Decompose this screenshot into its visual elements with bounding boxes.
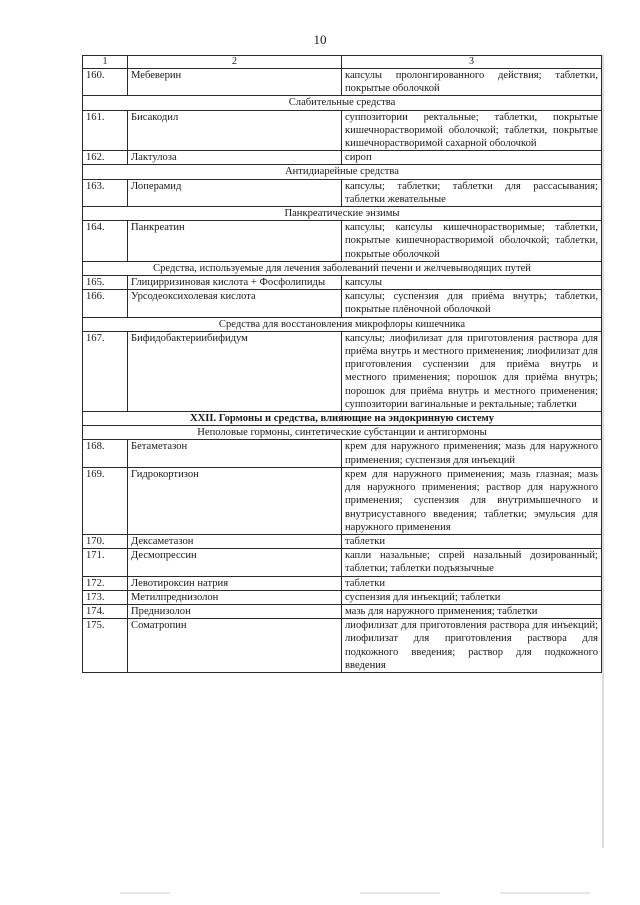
table-row xyxy=(83,534,602,548)
section-header-row xyxy=(83,412,602,426)
dosage-forms: капсулы пролонгированного действия; таблетки, покрытые оболочкой xyxy=(342,69,602,96)
row-number: 165. xyxy=(83,276,128,290)
table-row xyxy=(83,590,602,604)
category-row xyxy=(83,426,602,440)
category-title: Панкреатические энзимы xyxy=(83,207,602,221)
column-header: 3 xyxy=(342,56,602,69)
table-row xyxy=(83,151,602,165)
category-title: Антидиарейные средства xyxy=(83,165,602,179)
row-number: 168. xyxy=(83,440,128,467)
table-row xyxy=(83,179,602,206)
dosage-forms: сироп xyxy=(342,151,602,165)
dosage-forms: суппозитории ректальные; таблетки, покрытые кишечнорастворимой оболочкой; таблетки, покрытые кишечнорастворимой сахарной оболочкой xyxy=(342,110,602,151)
drug-name: Бетаметазон xyxy=(128,440,342,467)
row-number: 170. xyxy=(83,534,128,548)
drug-name: Бифидобактериибифидум xyxy=(128,331,342,411)
drug-name: Панкреатин xyxy=(128,221,342,262)
drug-name: Соматропин xyxy=(128,619,342,673)
dosage-forms: суспензия для инъекций; таблетки xyxy=(342,590,602,604)
category-row xyxy=(83,261,602,275)
drug-name: Левотироксин натрия xyxy=(128,576,342,590)
row-number: 163. xyxy=(83,179,128,206)
table-row xyxy=(83,440,602,467)
table-row xyxy=(83,290,602,317)
table-header-row xyxy=(83,56,602,69)
row-number: 161. xyxy=(83,110,128,151)
table-row xyxy=(83,331,602,411)
table-row xyxy=(83,276,602,290)
row-number: 166. xyxy=(83,290,128,317)
category-row xyxy=(83,207,602,221)
category-row xyxy=(83,165,602,179)
dosage-forms: мазь для наружного применения; таблетки xyxy=(342,604,602,618)
dosage-forms: капсулы; таблетки; таблетки для рассасывания; таблетки жевательные xyxy=(342,179,602,206)
row-number: 174. xyxy=(83,604,128,618)
dosage-forms: таблетки xyxy=(342,534,602,548)
category-title: Неполовые гормоны, синтетические субстанции и антигормоны xyxy=(83,426,602,440)
table-row xyxy=(83,604,602,618)
column-header: 2 xyxy=(128,56,342,69)
row-number: 169. xyxy=(83,467,128,534)
drug-name: Десмопрессин xyxy=(128,549,342,576)
table-row xyxy=(83,576,602,590)
dosage-forms: капсулы; лиофилизат для приготовления раствора для приёма внутрь и местного применения; лиофилизат для приготовления суспензии для приёма внутрь и местного применения; порошок для приёма внутрь; порошок для приёма внутрь и местного применения; суппозитории вагинальные и ректальные; таблетки xyxy=(342,331,602,411)
row-number: 164. xyxy=(83,221,128,262)
row-number: 162. xyxy=(83,151,128,165)
dosage-forms: капсулы; суспензия для приёма внутрь; таблетки, покрытые плёночной оболочкой xyxy=(342,290,602,317)
dosage-forms: лиофилизат для приготовления раствора для инъекций; лиофилизат для приготовления раствора для подкожного введения; раствор для подкожного введения xyxy=(342,619,602,673)
row-number: 173. xyxy=(83,590,128,604)
row-number: 172. xyxy=(83,576,128,590)
drug-name: Урсодеоксихолевая кислота xyxy=(128,290,342,317)
row-number: 160. xyxy=(83,69,128,96)
table-row xyxy=(83,69,602,96)
drug-name: Преднизолон xyxy=(128,604,342,618)
table-row xyxy=(83,619,602,673)
drug-name: Мебеверин xyxy=(128,69,342,96)
dosage-forms: крем для наружного применения; мазь для наружного применения; суспензия для инъекций xyxy=(342,440,602,467)
drug-name: Бисакодил xyxy=(128,110,342,151)
row-number: 175. xyxy=(83,619,128,673)
drug-table xyxy=(82,55,602,673)
drug-name: Лактулоза xyxy=(128,151,342,165)
dosage-forms: крем для наружного применения; мазь глазная; мазь для наружного применения; раствор для наружного применения; суспензия для внутримышечного и внутрисуставного введения; таблетки; эмульсия для наружного применения xyxy=(342,467,602,534)
page-number: 10 xyxy=(313,32,327,47)
table-row xyxy=(83,549,602,576)
row-number: 167. xyxy=(83,331,128,411)
dosage-forms: капсулы xyxy=(342,276,602,290)
dosage-forms: капсулы; капсулы кишечнорастворимые; таблетки, покрытые кишечнорастворимой оболочкой; таблетки, покрытые оболочкой xyxy=(342,221,602,262)
drug-name: Лоперамид xyxy=(128,179,342,206)
table-row xyxy=(83,221,602,262)
category-title: Средства для восстановления микрофлоры кишечника xyxy=(83,317,602,331)
category-row xyxy=(83,317,602,331)
category-row xyxy=(83,96,602,110)
table-row xyxy=(83,467,602,534)
column-header: 1 xyxy=(83,56,128,69)
row-number: 171. xyxy=(83,549,128,576)
drug-name: Дексаметазон xyxy=(128,534,342,548)
drug-name: Метилпреднизолон xyxy=(128,590,342,604)
dosage-forms: капли назальные; спрей назальный дозированный; таблетки; таблетки подъязычные xyxy=(342,549,602,576)
drug-name: Гидрокортизон xyxy=(128,467,342,534)
table-row xyxy=(83,110,602,151)
dosage-forms: таблетки xyxy=(342,576,602,590)
category-title: Средства, используемые для лечения заболеваний печени и желчевыводящих путей xyxy=(83,261,602,275)
category-title: Слабительные средства xyxy=(83,96,602,110)
drug-name: Глицирризиновая кислота + Фосфолипиды xyxy=(128,276,342,290)
section-title: XXII. Гормоны и средства, влияющие на эндокринную систему xyxy=(83,412,602,426)
